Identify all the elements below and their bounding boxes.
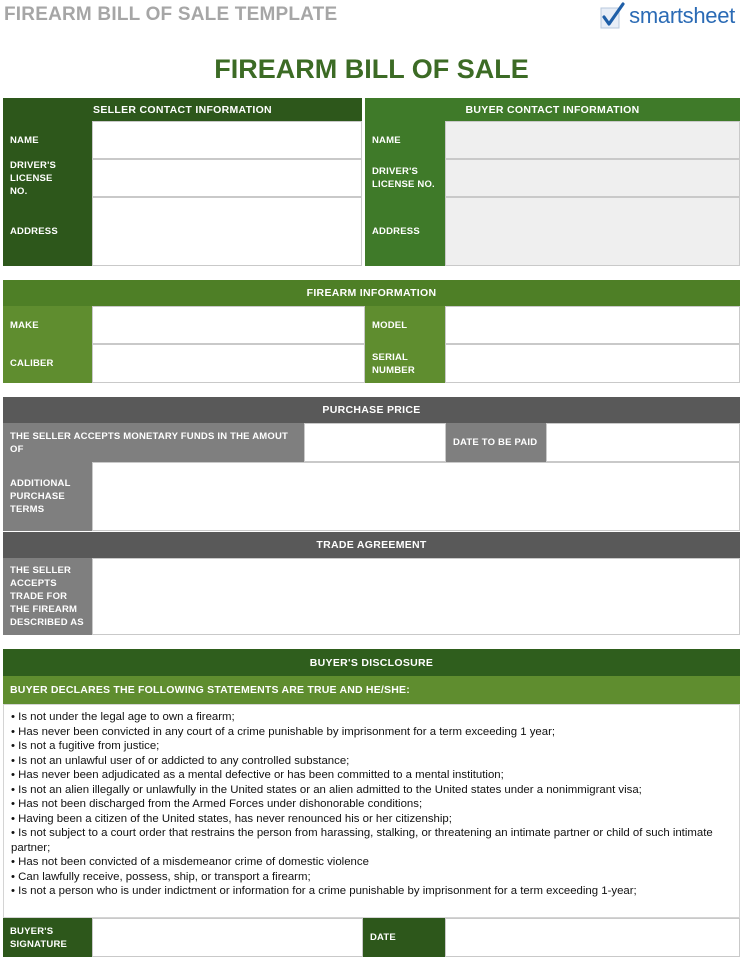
signature-date-field[interactable] bbox=[445, 918, 740, 957]
statement-item: • Is not subject to a court order that restrains the person from harassing, stalking, or threatening an intimate partner or child of such intimate partner; bbox=[11, 827, 713, 854]
additional-terms-field[interactable] bbox=[92, 462, 740, 531]
checkmark-logo-icon bbox=[600, 2, 626, 30]
logo-text: smartsheet bbox=[629, 3, 735, 28]
seller-name-field[interactable] bbox=[92, 121, 362, 159]
statement-item: • Can lawfully receive, possess, ship, or transport a firearm; bbox=[11, 870, 311, 883]
template-title: FIREARM BILL OF SALE TEMPLATE bbox=[4, 4, 338, 25]
buyer-license-label: DRIVER'S LICENSE NO. bbox=[365, 159, 445, 197]
disclosure-statements bbox=[3, 704, 740, 918]
statement-item: • Has not been convicted of a misdemeanor crime of domestic violence bbox=[11, 856, 369, 868]
signature-date-label: DATE bbox=[363, 918, 445, 957]
seller-name-label: NAME bbox=[3, 121, 92, 159]
buyer-license-field[interactable] bbox=[445, 159, 740, 197]
make-label: MAKE bbox=[3, 306, 92, 344]
seller-address-label: ADDRESS bbox=[3, 197, 92, 266]
trade-description-field[interactable] bbox=[92, 558, 740, 635]
purchase-price-heading: PURCHASE PRICE bbox=[3, 397, 740, 423]
firearm-heading: FIREARM INFORMATION bbox=[3, 280, 740, 306]
buyer-address-field[interactable] bbox=[445, 197, 740, 266]
statement-item: • Is not an unlawful user of or addicted to any controlled substance; bbox=[11, 754, 350, 767]
serial-number-field[interactable] bbox=[445, 344, 740, 383]
statement-item: • Having been a citizen of the United states, has never renounced his or her citizenship; bbox=[11, 812, 452, 825]
model-field[interactable] bbox=[445, 306, 740, 344]
statement-item: • Is not a person who is under indictment or information for a crime punishable by imprisonment for a term exceeding 1-year; bbox=[11, 885, 637, 897]
seller-license-label: DRIVER'S LICENSE NO. bbox=[3, 159, 92, 197]
seller-license-field[interactable] bbox=[92, 159, 362, 197]
buyer-signature-label: BUYER'S SIGNATURE bbox=[3, 918, 92, 957]
model-label: MODEL bbox=[365, 306, 445, 344]
buyer-address-label: ADDRESS bbox=[365, 197, 445, 266]
monetary-funds-label: THE SELLER ACCEPTS MONETARY FUNDS IN THE AMOUT OF bbox=[3, 423, 304, 462]
trade-accepts-label: THE SELLER ACCEPTS TRADE FOR THE FIREARM DESCRIBED AS bbox=[3, 558, 92, 635]
buyer-name-label: NAME bbox=[365, 121, 445, 159]
caliber-label: CALIBER bbox=[3, 344, 92, 383]
monetary-funds-field[interactable] bbox=[304, 423, 446, 462]
smartsheet-logo bbox=[600, 2, 735, 30]
additional-terms-label: ADDITIONAL PURCHASE TERMS bbox=[3, 462, 92, 531]
buyer-name-field[interactable] bbox=[445, 121, 740, 159]
caliber-field[interactable] bbox=[92, 344, 365, 383]
statement-item: • Has never been convicted in any court of a crime punishable by imprisonment for a term exceeding 1 year; bbox=[11, 725, 556, 738]
trade-agreement-heading: TRADE AGREEMENT bbox=[3, 532, 740, 558]
seller-address-field[interactable] bbox=[92, 197, 362, 266]
statement-item: • Has not been discharged from the Armed Forces under dishonorable conditions; bbox=[11, 798, 423, 810]
page-title: FIREARM BILL OF SALE bbox=[214, 54, 529, 84]
date-to-be-paid-field[interactable] bbox=[546, 423, 740, 462]
make-field[interactable] bbox=[92, 306, 365, 344]
disclosure-subheading: BUYER DECLARES THE FOLLOWING STATEMENTS ARE TRUE AND HE/SHE: bbox=[3, 676, 740, 704]
seller-heading: SELLER CONTACT INFORMATION bbox=[3, 98, 362, 121]
date-to-be-paid-label: DATE TO BE PAID bbox=[446, 423, 546, 462]
disclosure-heading: BUYER'S DISCLOSURE bbox=[3, 649, 740, 676]
serial-number-label: SERIAL NUMBER bbox=[365, 344, 445, 383]
statement-item: • Is not a fugitive from justice; bbox=[11, 740, 160, 752]
statement-item: • Is not an alien illegally or unlawfully in the United states or an alien admitted to the United states under a nonimmigrant visa; bbox=[11, 783, 642, 796]
statement-item: • Is not under the legal age to own a firearm; bbox=[11, 711, 235, 723]
buyer-heading: BUYER CONTACT INFORMATION bbox=[365, 98, 740, 121]
statement-item: • Has never been adjudicated as a mental defective or has been committed to a mental institution; bbox=[11, 769, 504, 781]
buyer-signature-field[interactable] bbox=[92, 918, 363, 957]
